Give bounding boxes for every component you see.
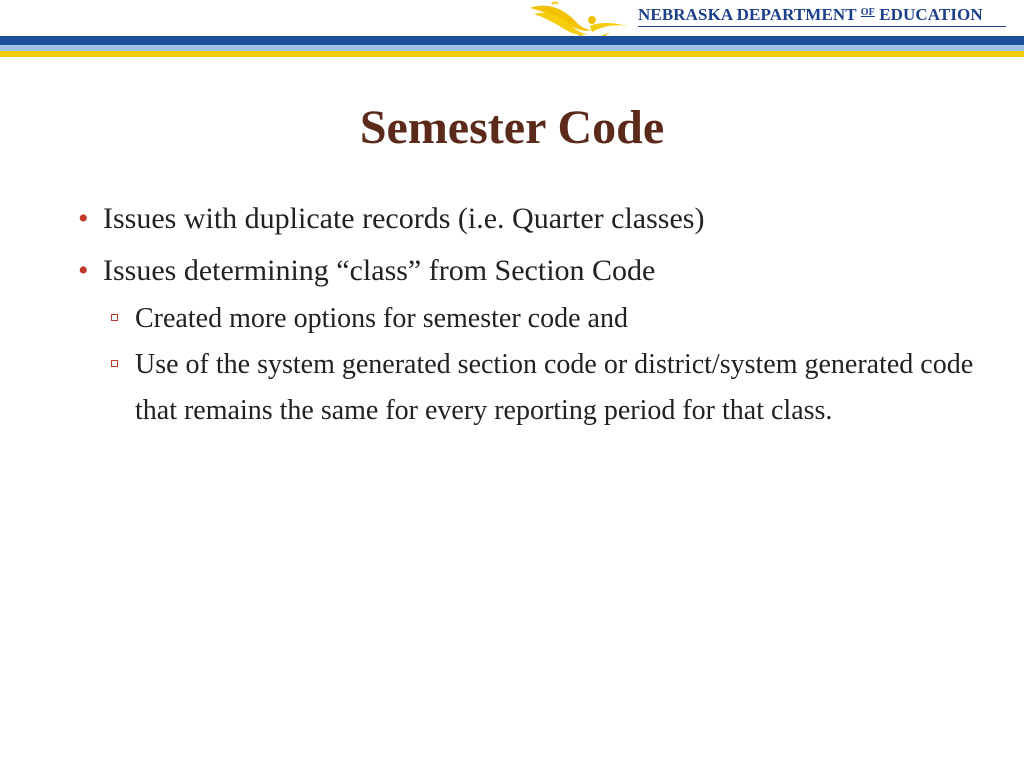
slide-title: Semester Code <box>359 101 665 154</box>
bullet-dot-icon: • <box>78 202 89 235</box>
square-bullet-icon <box>111 360 118 367</box>
sub-bullet-item <box>135 342 975 434</box>
org-name-underline <box>638 26 1006 27</box>
bullet-dot-icon: • <box>78 254 89 287</box>
sub-bullet-item <box>135 296 975 342</box>
header-bar-blue <box>0 36 1024 45</box>
org-name-part1: NEBRASKA DEPARTMENT <box>638 5 861 24</box>
bullet-text: Issues with duplicate records (i.e. Quarter classes) <box>103 202 705 235</box>
slide-content <box>78 198 978 434</box>
header-bar-gold <box>0 51 1024 57</box>
org-name <box>638 4 983 26</box>
org-name-of: OF <box>860 7 875 18</box>
bullet-item <box>78 250 978 292</box>
sub-bullet-text: Created more options for semester code and <box>135 303 628 334</box>
header-banner <box>0 0 1024 60</box>
square-bullet-icon <box>111 314 118 321</box>
bullet-item <box>78 198 978 240</box>
bullet-text: Issues determining “class” from Section Code <box>103 254 656 287</box>
org-name-part2: EDUCATION <box>874 5 983 24</box>
sub-bullet-text: Use of the system generated section code or district/system generated code that remains the same for every reporting period for that class. <box>135 349 974 426</box>
